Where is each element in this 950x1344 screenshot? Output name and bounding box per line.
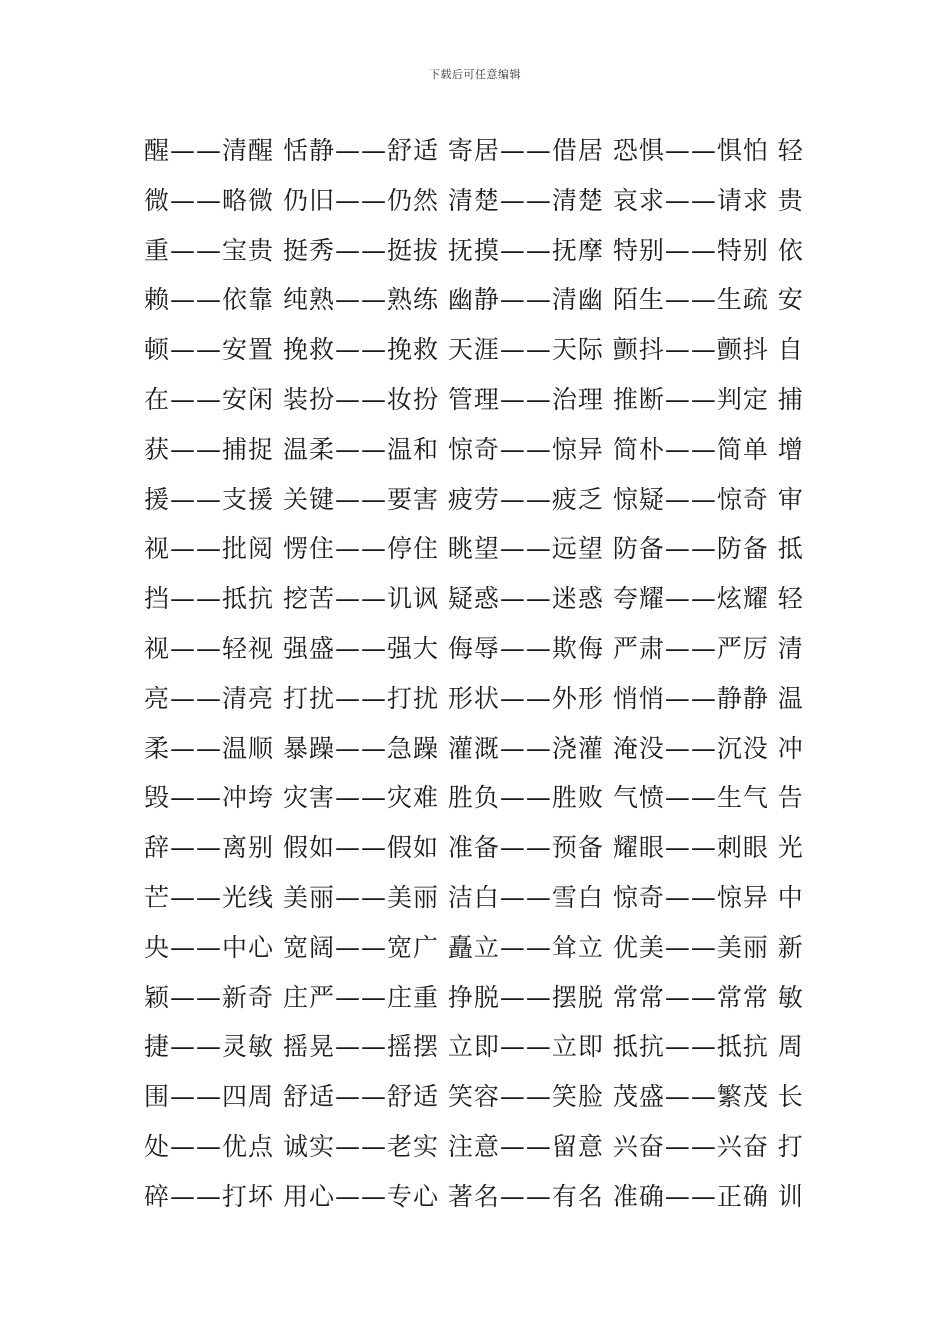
text-line: 央——中心 宽阔——宽广 矗立——耸立 优美——美丽 新 [144, 932, 804, 962]
text-line: 醒——清醒 恬静——舒适 寄居——借居 恐惧——惧怕 轻 [144, 136, 804, 165]
text-line: 援——支援 关键——要害 疲劳——疲乏 惊疑——惊奇 审 [144, 484, 804, 514]
text-line: 重——宝贵 挺秀——挺拔 抚摸——抚摩 特别——特别 依 [144, 235, 804, 265]
text-line: 获——捕捉 温柔——温和 惊奇——惊异 简朴——简单 增 [144, 434, 804, 464]
text-line: 微——略微 仍旧——仍然 清楚——清楚 哀求——请求 贵 [144, 185, 804, 215]
text-line: 亮——清亮 打扰——打扰 形状——外形 悄悄——静静 温 [144, 683, 804, 713]
text-line: 视——轻视 强盛——强大 侮辱——欺侮 严肃——严厉 清 [144, 633, 804, 663]
text-line: 处——优点 诚实——老实 注意——留意 兴奋——兴奋 打 [144, 1131, 804, 1161]
text-line: 视——批阅 愣住——停住 眺望——远望 防备——防备 抵 [144, 534, 804, 564]
text-line: 毁——冲垮 灾害——灾难 胜负——胜败 气愤——生气 告 [144, 783, 804, 813]
page-header: 下载后可任意编辑 [429, 68, 521, 81]
text-line: 碎——打坏 用心——专心 著名——有名 准确——正确 训 [144, 1181, 804, 1211]
text-line: 芒——光线 美丽——美丽 洁白——雪白 惊奇——惊异 中 [144, 882, 804, 912]
text-line: 赖——依靠 纯熟——熟练 幽静——清幽 陌生——生疏 安 [144, 285, 804, 315]
text-line: 顿——安置 挽救——挽救 天涯——天际 颤抖——颤抖 自 [144, 335, 804, 365]
text-line: 在——安闲 装扮——妆扮 管理——治理 推断——判定 捕 [144, 384, 804, 414]
text-line: 辞——离别 假如——假如 准备——预备 耀眼——刺眼 光 [144, 833, 804, 863]
text-line: 挡——抵抗 挖苦——讥讽 疑惑——迷惑 夸耀——炫耀 轻 [144, 584, 804, 614]
text-line: 柔——温顺 暴躁——急躁 灌溉——浇灌 淹没——沉没 冲 [144, 733, 804, 763]
text-line: 颖——新奇 庄严——庄重 挣脱——摆脱 常常——常常 敏 [144, 982, 804, 1012]
text-line: 捷——灵敏 摇晃——摇摆 立即——立即 抵抗——抵抗 周 [144, 1032, 804, 1062]
body-text [144, 126, 824, 1222]
text-line: 围——四周 舒适——舒适 笑容——笑脸 茂盛——繁茂 长 [144, 1082, 804, 1112]
